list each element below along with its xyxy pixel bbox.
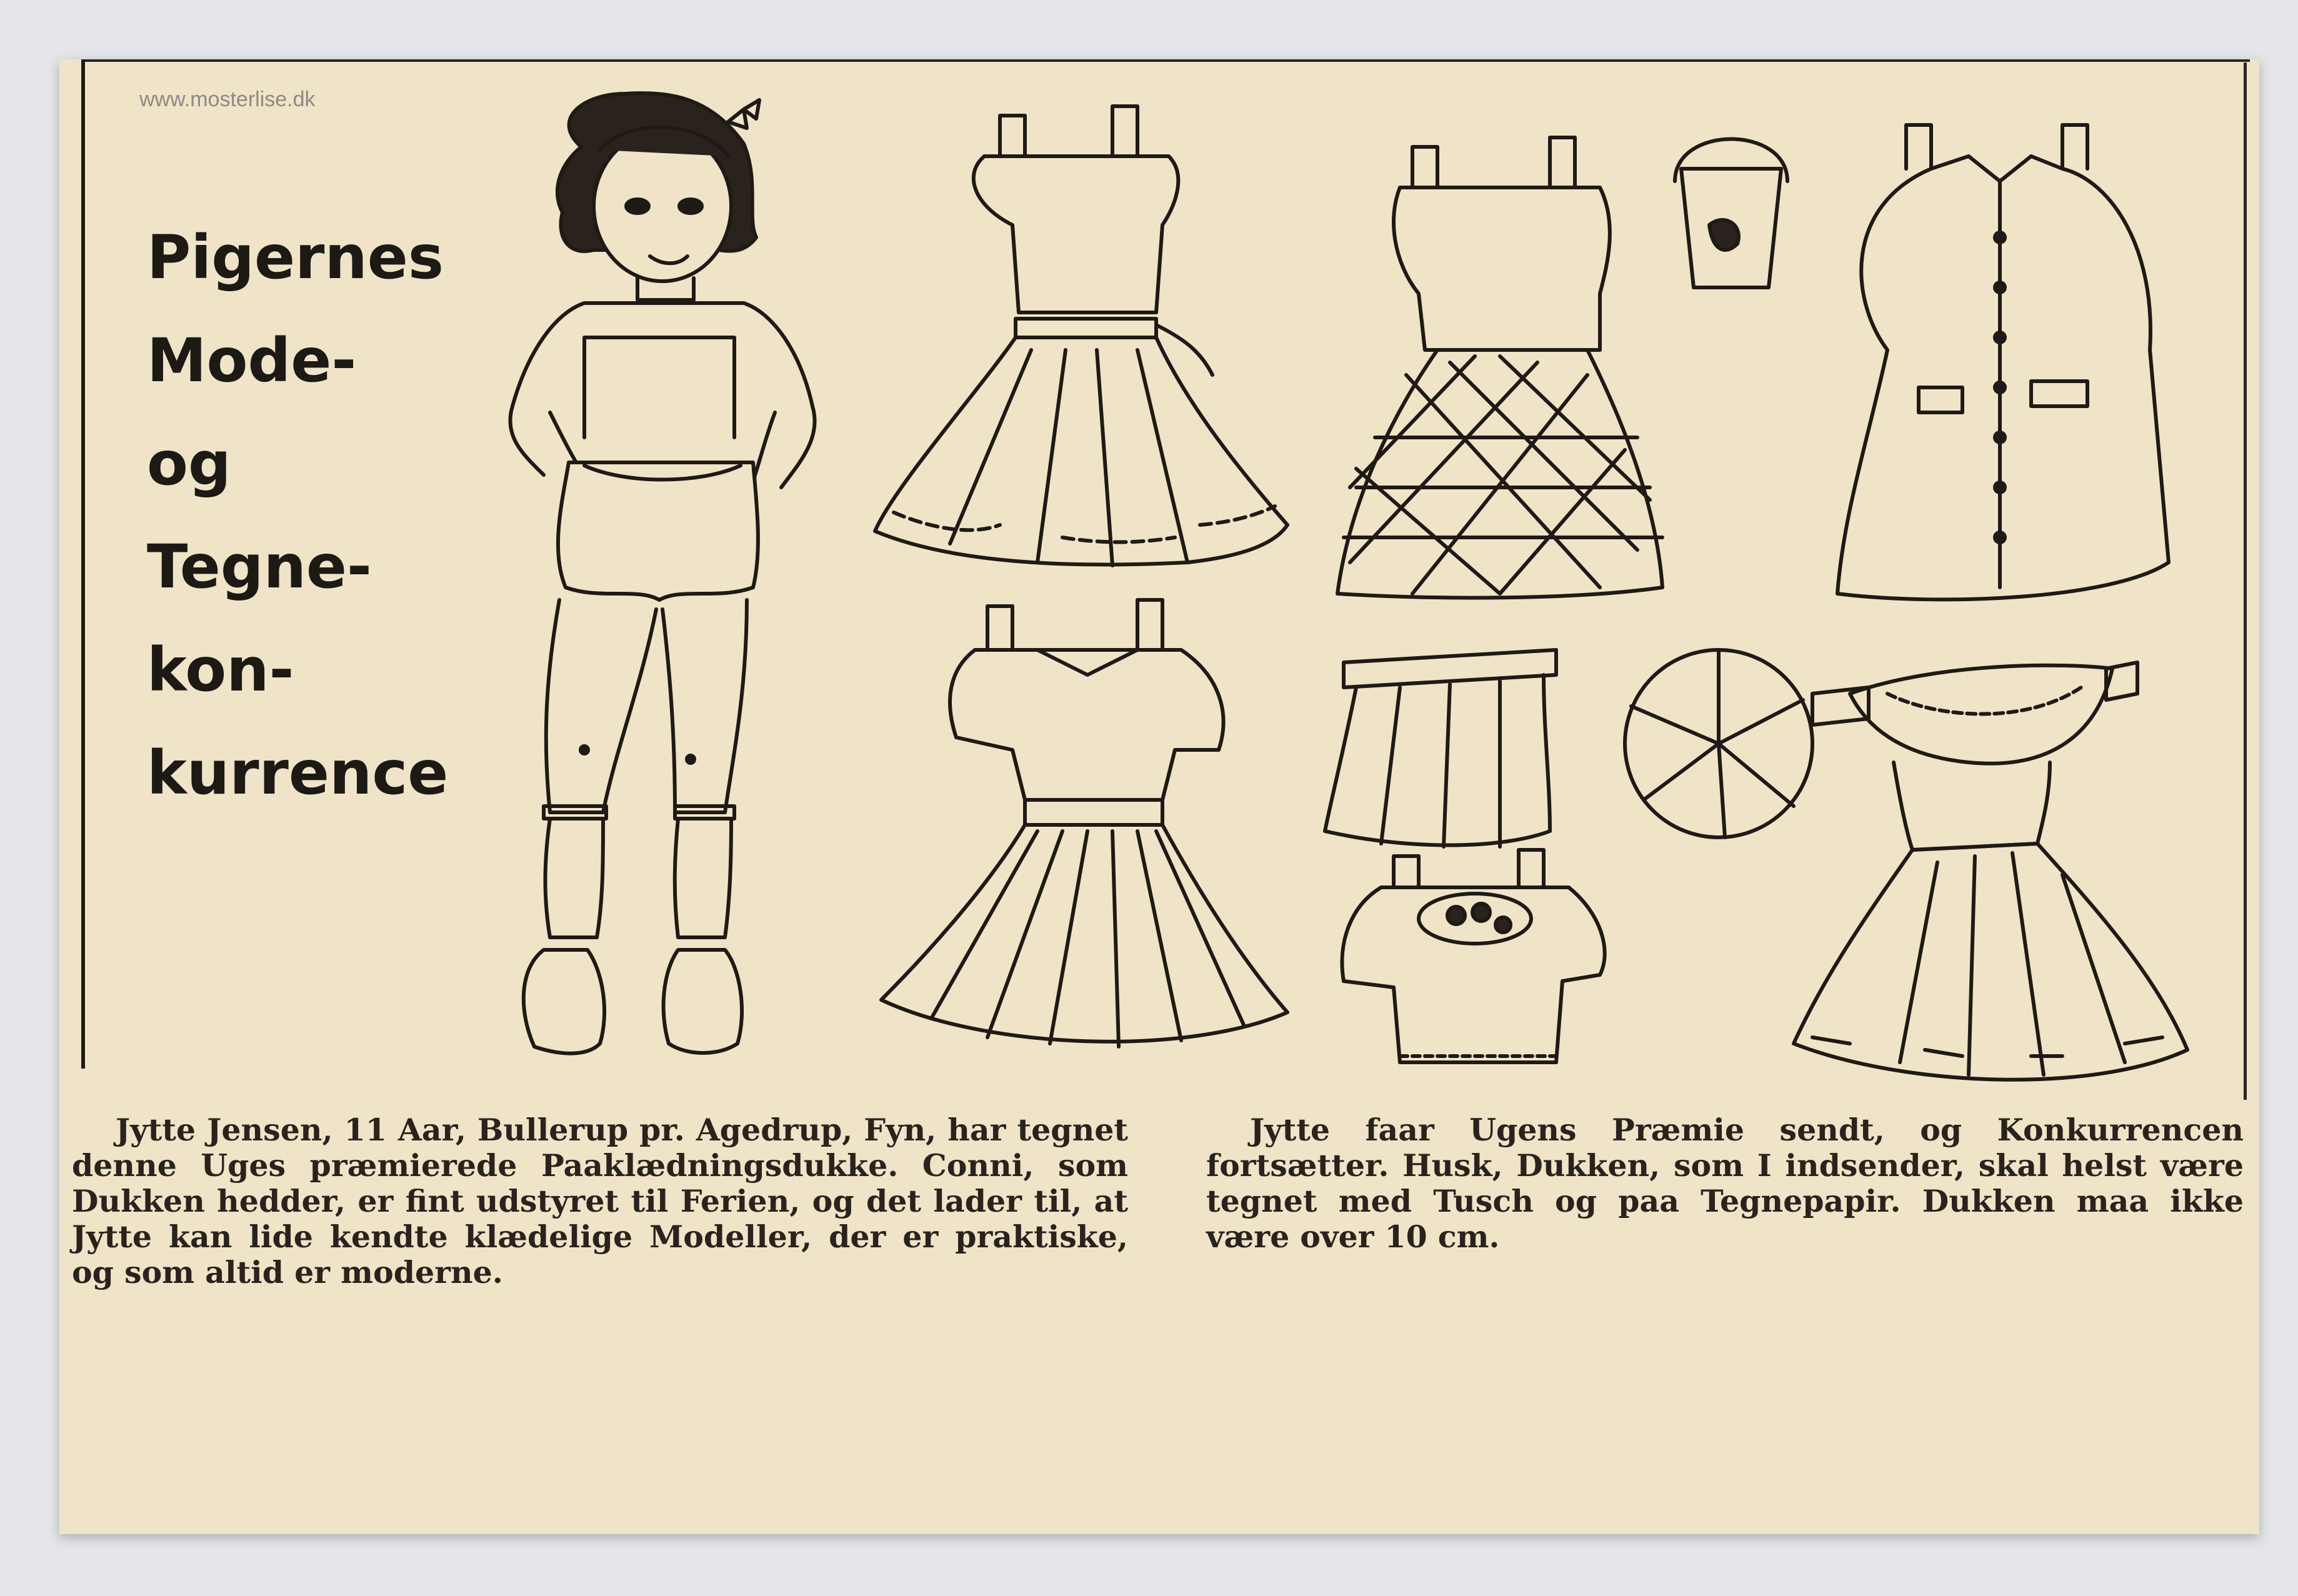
paper-doll-girl — [510, 93, 814, 1054]
beach-ball — [1625, 650, 1812, 837]
headline-line: Tegne- — [147, 532, 372, 602]
sleeveless-dress-checked-skirt — [1337, 137, 1662, 598]
bucket — [1675, 139, 1787, 288]
coat — [1837, 125, 2169, 599]
headline-line: kon- — [147, 635, 294, 705]
pleated-skirt — [1325, 650, 1556, 847]
dress-with-collar — [881, 600, 1287, 1047]
caption-right: Jytte faar Ugens Præmie sendt, og Konkurrencen fortsætter. Husk, Dukken, som I indsender, skal helst være tegnet med Tusch og paa Tegnepapir. Dukken maa ikke være over 10 cm. — [1206, 1112, 2244, 1255]
caption-left: Jytte Jensen, 11 Aar, Bullerup pr. Agedrup, Fyn, har tegnet denne Uges præmierede Paaklædningsdukke. Conni, som Dukken hedder, er fint udstyret til Ferien, og det lader til, at Jytte kan lide kendte klædelige Modeller, der er praktiske, og som altid er moderne. — [72, 1112, 1128, 1290]
dress-with-apron — [875, 106, 1287, 566]
watermark-text: www.mosterlise.dk — [139, 87, 316, 111]
headline-line: kurrence — [147, 738, 449, 808]
headline-line: Mode- — [147, 326, 357, 396]
headline-line: Pigernes — [147, 222, 444, 292]
headline-line: og — [147, 429, 231, 499]
dress-with-round-collar — [1794, 662, 2187, 1080]
knit-sweater — [1342, 850, 1605, 1062]
